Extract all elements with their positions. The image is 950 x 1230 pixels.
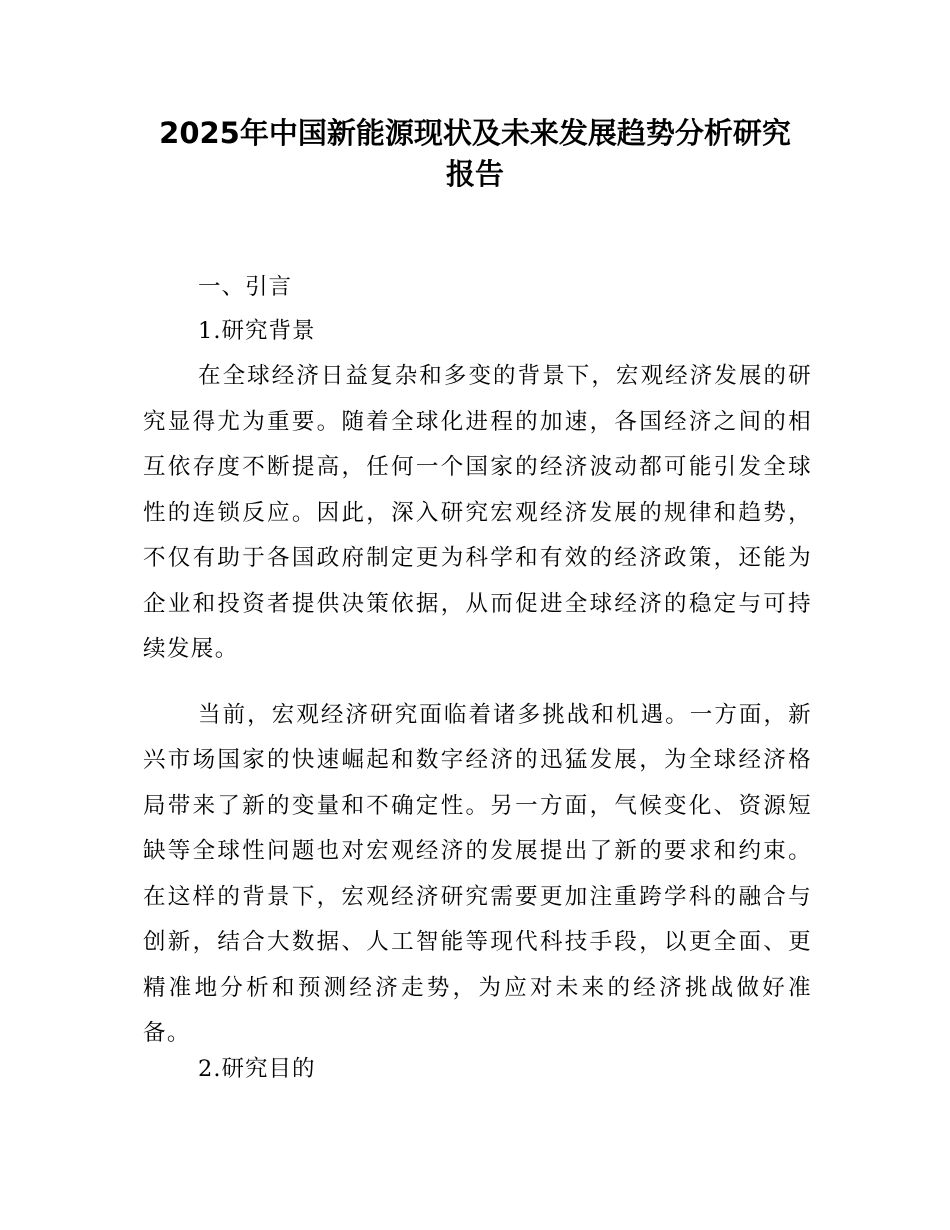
paragraph-background-1: 在全球经济日益复杂和多变的背景下，宏观经济发展的研究显得尤为重要。随着全球化进程的加速，各国经济之间的相互依存度不断提高，任何一个国家的经济波动都可能引发全球性的连锁反应。因此，深入研究宏观经济发展的规律和趋势，不仅有助于各国政府制定更为科学和有效的经济政策，还能为企业和投资者提供决策依据，从而促进全球经济的稳定与可持续发展。: [143, 363, 812, 662]
document-title: [100, 113, 850, 195]
document-title-line-1: 2025年中国新能源现状及未来发展趋势分析研究: [159, 116, 791, 150]
subsection-heading-purpose: 2.研究目的: [198, 1056, 316, 1082]
paragraph-background-2: 当前，宏观经济研究面临着诸多挑战和机遇。一方面，新兴市场国家的快速崛起和数字经济的迅猛发展，为全球经济格局带来了新的变量和不确定性。另一方面，气候变化、资源短缺等全球性问题也对宏观经济的发展提出了新的要求和约束。在这样的背景下，宏观经济研究需要更加注重跨学科的融合与创新，结合大数据、人工智能等现代科技手段，以更全面、更精准地分析和预测经济走势，为应对未来的经济挑战做好准备。: [143, 701, 812, 1046]
body-paragraphs: [143, 354, 812, 1057]
subsection-heading-background: 1.研究背景: [198, 318, 316, 344]
section-heading-introduction: 一、引言: [198, 274, 293, 300]
document-title-line-2: 报告: [445, 157, 504, 191]
